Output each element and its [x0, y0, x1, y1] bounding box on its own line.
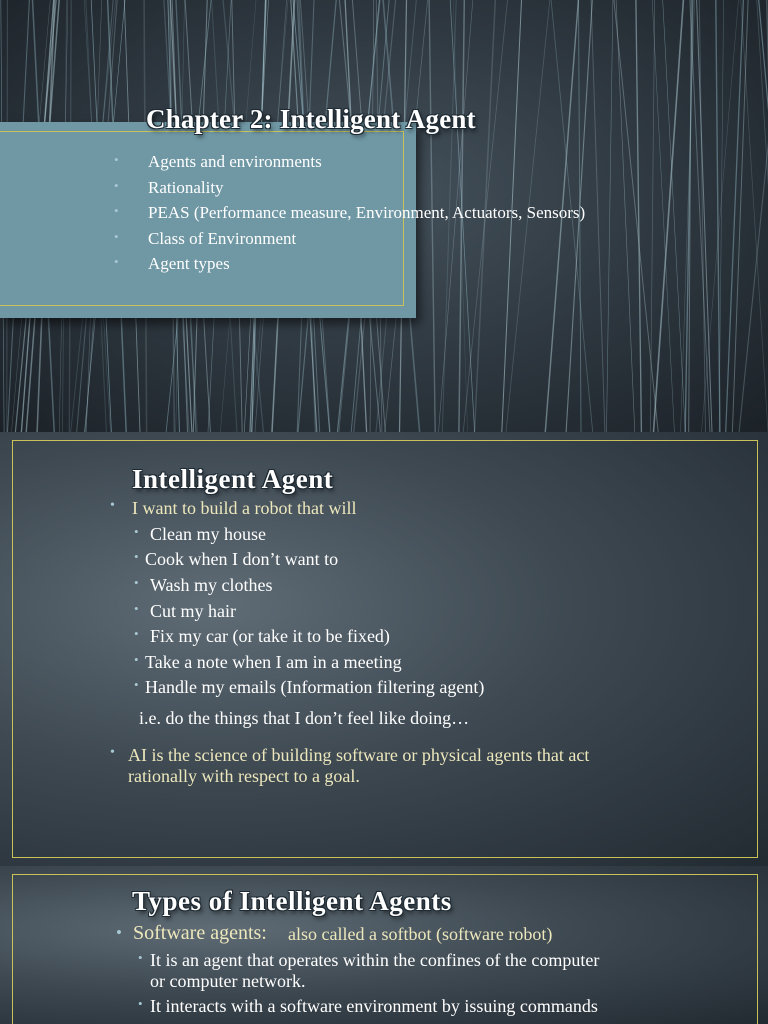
rain-line: [591, 0, 605, 432]
software-agent-point-continued: or computer network.: [150, 971, 306, 991]
bullet-icon: •: [134, 626, 139, 641]
software-agents-label: Software agents:: [133, 922, 267, 944]
chapter-title: Chapter 2: Intelligent Agent: [146, 104, 476, 134]
bullet-icon: •: [114, 254, 119, 270]
slide-types-of-agents: Types of Intelligent Agents • Software agents: also called a softbot (software robot) • It is an agent that operates within the confines of the computer or computer network. • It interacts with a software environment by issuing commands: [0, 866, 768, 1024]
rain-line: [616, 0, 635, 432]
rain-line: [636, 0, 642, 432]
software-agents-desc: also called a softbot (software robot): [288, 924, 553, 944]
rain-line: [607, 0, 613, 432]
rain-line: [614, 0, 658, 432]
rain-line: [681, 0, 695, 432]
bullet-icon: •: [110, 498, 115, 513]
bullet-icon: •: [114, 177, 119, 193]
rain-line: [663, 0, 686, 432]
slide-border: [12, 440, 758, 858]
bullet-icon: •: [134, 575, 139, 590]
ai-definition-continued: rationally with respect to a goal.: [128, 766, 360, 786]
slide-chapter-overview: Chapter 2: Intelligent Agent • Agents and environments • Rationality • PEAS (Performance measure, Environment, Actuators, Sensors) • Class of Environment • Agent types: [0, 0, 768, 432]
rain-line: [652, 0, 674, 432]
bullet-icon: •: [114, 152, 119, 167]
rain-line: [759, 0, 768, 432]
bullet-icon: •: [138, 950, 143, 965]
bullet-icon: •: [114, 203, 119, 219]
slide-title: Intelligent Agent: [132, 464, 334, 494]
bullet-icon: •: [110, 745, 115, 760]
summary-text: i.e. do the things that I don’t feel like doing…: [139, 708, 470, 728]
rain-line: [757, 0, 768, 432]
bullet-icon: •: [134, 549, 139, 564]
bullet-icon: •: [116, 923, 122, 942]
bullet-icon: •: [134, 524, 139, 539]
rain-line: [650, 0, 654, 432]
bullet-icon: •: [134, 601, 139, 616]
bullet-icon: •: [134, 677, 139, 692]
slide-intelligent-agent: Intelligent Agent • I want to build a robot that will • Clean my house • Cook when I don’t want to • Wash my clothes • Cut my hair • Fix my car (or take it to be fixed) • Take a note when I am in a meeting • Handle my emails (Information filtering agent) i.e. do the things that I don’t feel like doing… • AI is the science of building software or physical agents that act rationally with respect to a goal.: [0, 432, 768, 866]
rain-line: [716, 0, 720, 432]
bullet-icon: •: [134, 652, 139, 667]
slide-title: Types of Intelligent Agents: [132, 886, 452, 916]
rain-line: [654, 0, 684, 432]
bullet-icon: •: [114, 228, 119, 244]
bullet-icon: •: [138, 996, 143, 1011]
